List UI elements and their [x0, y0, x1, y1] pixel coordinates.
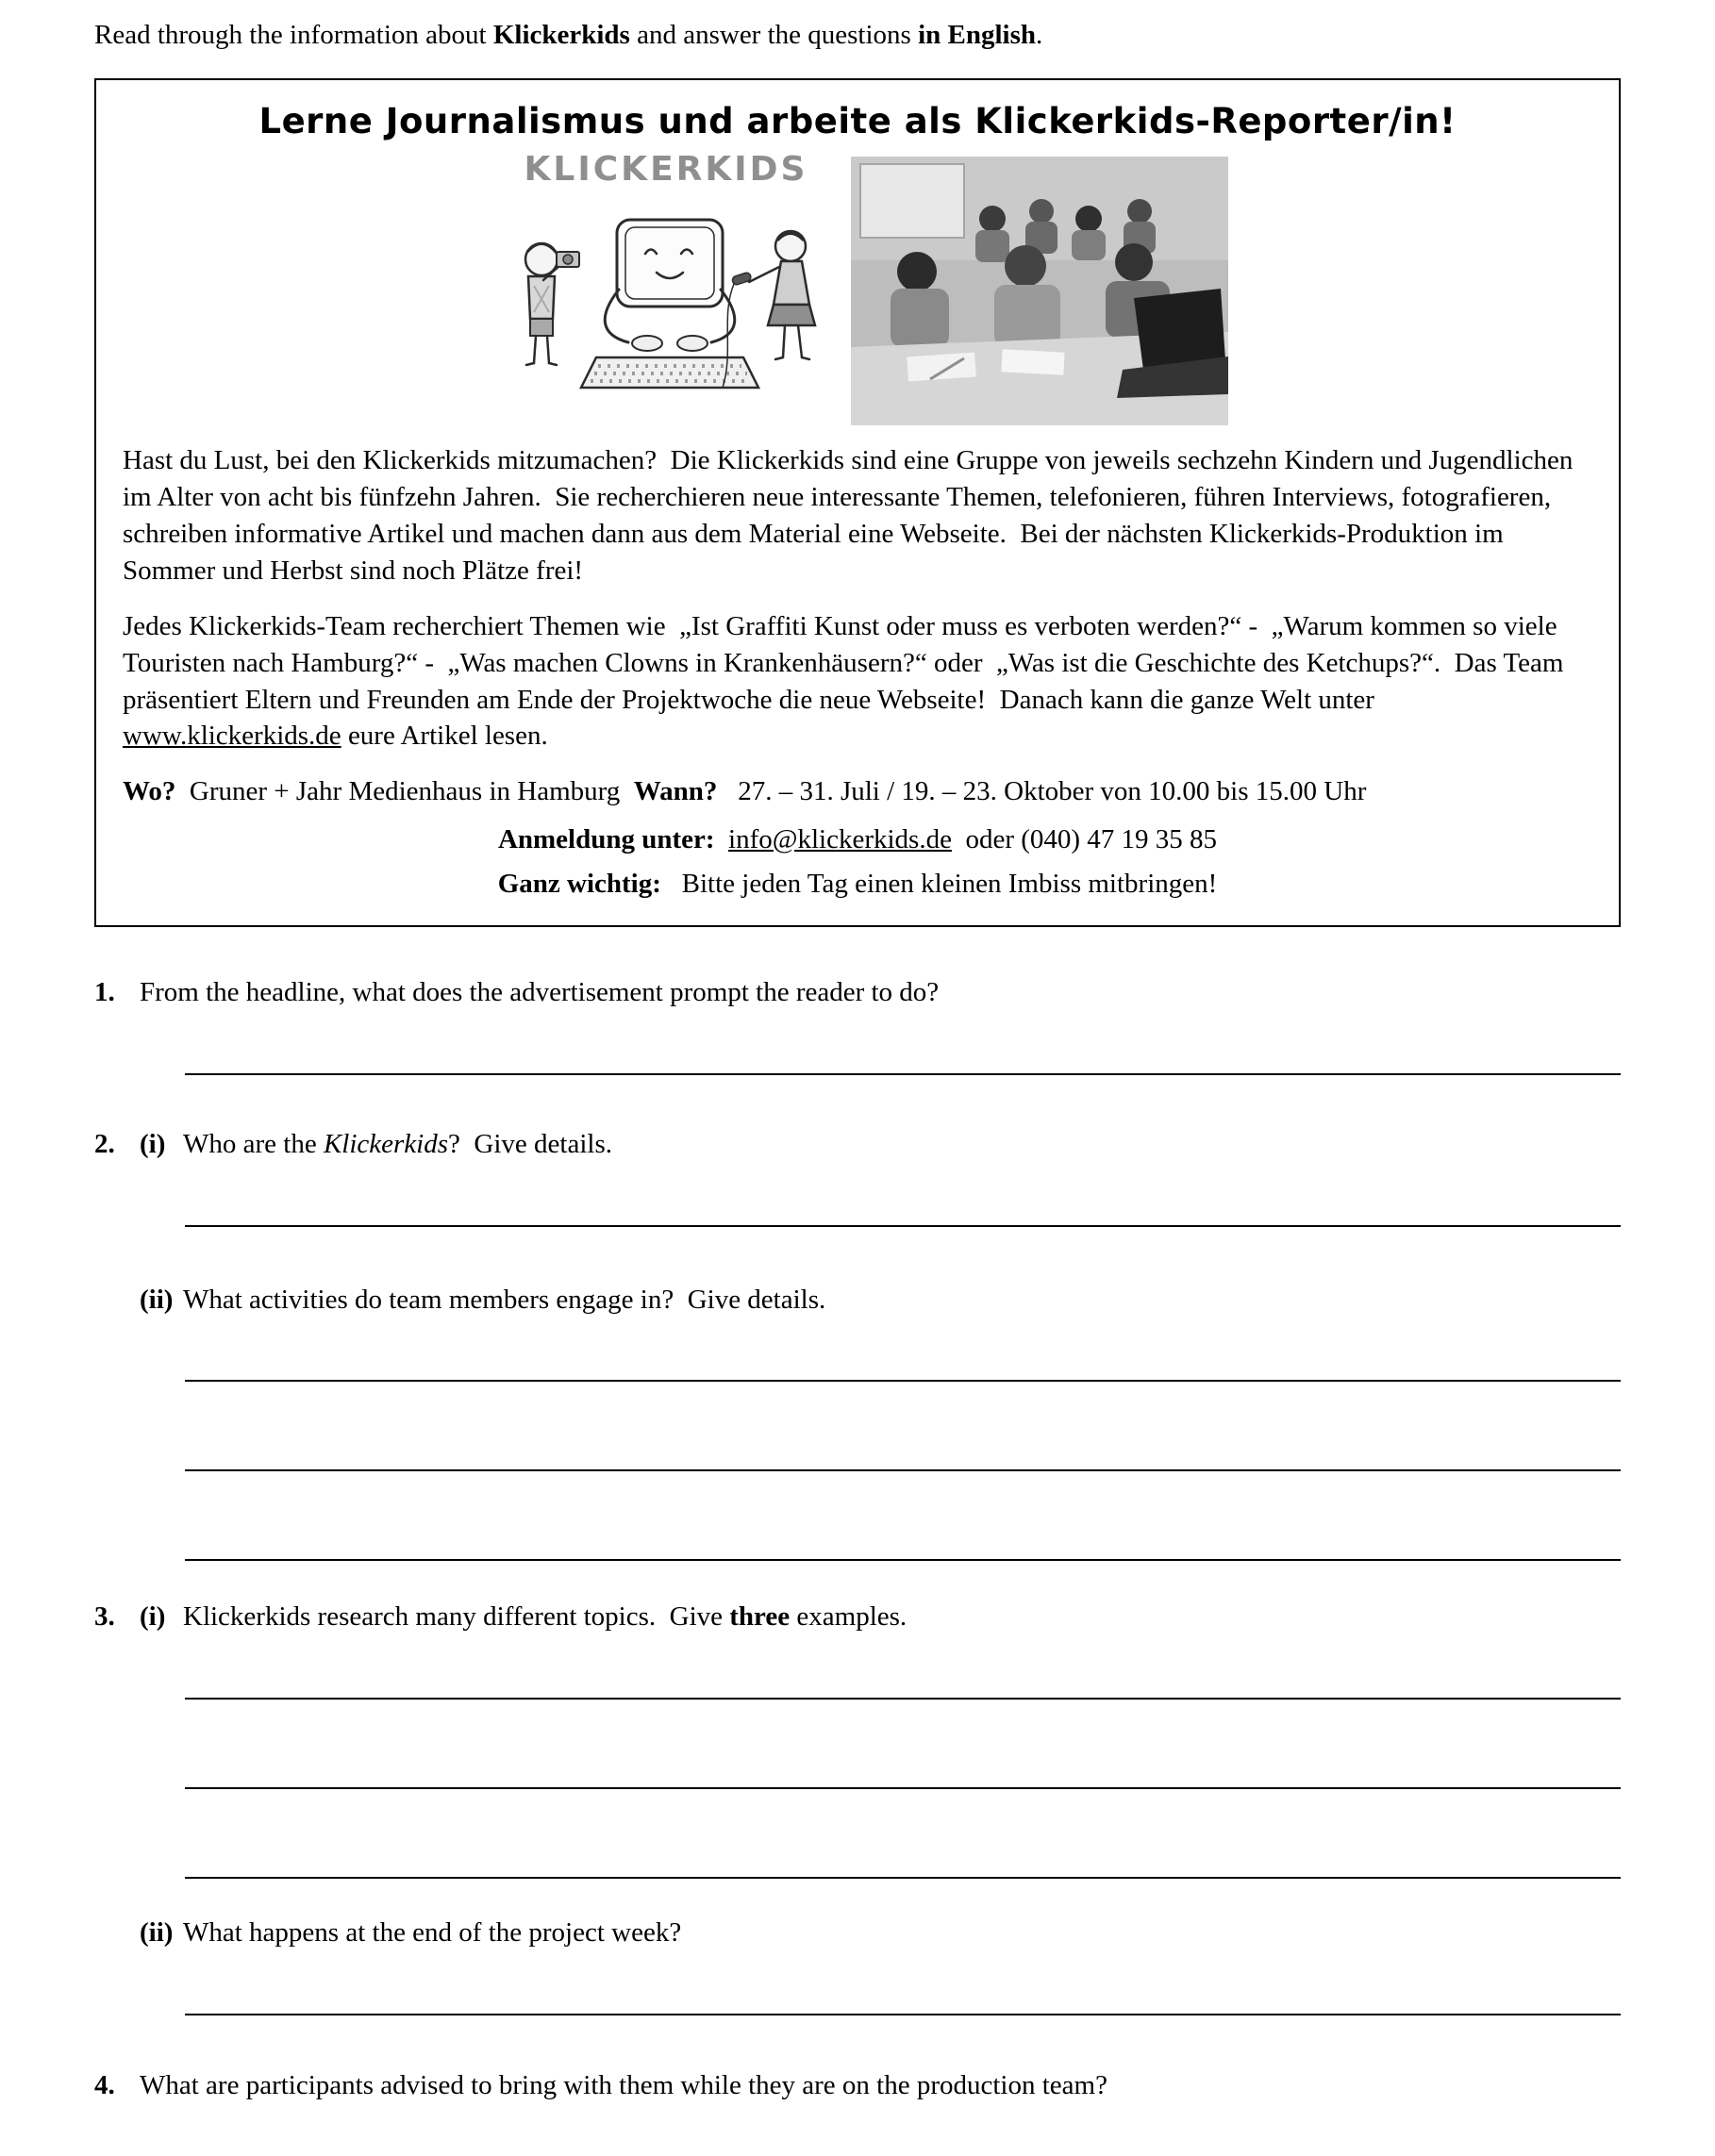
question-3i-text [183, 1599, 1621, 1635]
question-3ii-answer-line [185, 2014, 1621, 2015]
question-2i-pre: Who are the [183, 1128, 324, 1159]
cartoon-drawing-computer-kids [487, 191, 845, 418]
paragraph-2-pre: Jedes Klickerkids-Team recherchiert Themen wie „Ist Graffiti Kunst oder muss es verboten werden?“ - „Warum kommen so viele Touristen nach Hamburg?“ - „Was machen Clowns in Krankenhäusern?“ oder „Was ist die Geschichte des Ketchups?“. Das Team präsentiert Eltern und Freunden am Ende der Projektwoche die neue Webseite! Danach kann die ganze Welt unter [123, 610, 1571, 715]
advert-box [94, 78, 1621, 927]
classroom-photo-graphic [851, 157, 1228, 425]
question-2ii-answer-line-3 [185, 1559, 1621, 1561]
registration-gap [715, 824, 729, 854]
important-line [123, 866, 1592, 903]
question-2ii-answer-line-1 [185, 1380, 1621, 1382]
question-3i-label: (i) [140, 1601, 166, 1633]
registration-line [123, 821, 1592, 858]
question-1-number: 1. [94, 976, 115, 1007]
question-2ii-label: (ii) [140, 1284, 174, 1315]
important-text: Bitte jeden Tag einen kleinen Imbiss mitbringen! [660, 869, 1218, 900]
question-1-answer-line [185, 1073, 1621, 1075]
question-2ii-text: What activities do team members engage in? Give details. [183, 1284, 826, 1315]
instruction-mid: and answer the questions [629, 20, 919, 50]
question-3i-post: examples. [790, 1601, 907, 1633]
klickerkids-website-link: www.klickerkids.de [123, 721, 341, 752]
instruction-pre: Read through the information about [94, 20, 493, 50]
question-3i-answer-line-3 [185, 1877, 1621, 1879]
question-1-text: From the headline, what does the advertisement prompt the reader to do? [140, 976, 940, 1007]
when-label: Wann? [633, 776, 718, 807]
paragraph-2-post: eure Artikel lesen. [341, 721, 548, 752]
question-2ii-answer-line-2 [185, 1469, 1621, 1471]
instruction-language: in English [918, 20, 1037, 50]
question-3ii-text: What happens at the end of the project week? [183, 1917, 682, 1949]
where-text: Gruner + Jahr Medienhaus in Hamburg [175, 776, 634, 807]
question-3ii-number-spacer [94, 1915, 140, 1951]
question-4 [94, 2067, 1621, 2104]
advert-paragraph-1: Hast du Lust, bei den Klickerkids mitzumachen? Die Klickerkids sind eine Gruppe von jeweils sechzehn Kindern und Jugendlichen im Alter von acht bis fünfzehn Jahren. Sie recherchieren neue interessante Themen, telefonieren, führen Interviews, fotografieren, schreiben informative Artikel und machen dann aus dem Material eine Webseite. Bei der nächsten Klickerkids-Produktion im Sommer und Herbst sind noch Plätze frei! [123, 445, 1580, 587]
registration-phone: oder (040) 47 19 35 85 [951, 824, 1218, 855]
registration-email-link: info@klickerkids.de [728, 824, 952, 855]
when-text: 27. – 31. Juli / 19. – 23. Oktober von 10.00 bis 15.00 Uhr [717, 776, 1367, 807]
where-when-line [123, 773, 1592, 810]
question-3i-pre: Klickerkids research many different topics. Give [183, 1601, 730, 1633]
where-label: Wo? [123, 776, 176, 807]
question-3-number: 3. [94, 1601, 115, 1633]
question-2ii-number-spacer [94, 1282, 140, 1318]
klickerkids-logo-text: KLICKERKIDS [524, 149, 808, 189]
question-2i-post: ? Give details. [448, 1128, 612, 1159]
instruction-subject: Klickerkids [492, 20, 630, 50]
instruction-text [94, 17, 1621, 54]
question-2-number: 2. [94, 1128, 115, 1159]
question-1 [94, 974, 1621, 1011]
advert-headline: Lerne Journalismus und arbeite als Klickerkids-Reporter/in! [258, 100, 1457, 141]
important-label: Ganz wichtig: [497, 869, 661, 900]
advert-paragraph-2 [123, 608, 1592, 755]
question-3i-answer-line-2 [185, 1787, 1621, 1789]
question-4-text: What are participants advised to bring with them while they are on the production team? [140, 2070, 1107, 2101]
question-3ii [94, 1915, 1621, 1951]
children-working-photo [851, 157, 1228, 425]
question-3i-answer-line-1 [185, 1698, 1621, 1700]
question-2i-label: (i) [140, 1128, 166, 1159]
question-4-number: 4. [94, 2070, 115, 2101]
question-2ii [94, 1282, 1621, 1318]
question-2i [94, 1126, 1621, 1163]
instruction-end: . [1036, 20, 1043, 50]
question-3ii-label: (ii) [140, 1917, 174, 1949]
registration-label: Anmeldung unter: [497, 824, 715, 855]
question-2i-text [183, 1126, 1621, 1163]
klickerkids-cartoon-image [487, 151, 845, 426]
question-2i-answer-line [185, 1225, 1621, 1227]
advert-images [123, 151, 1592, 426]
question-3i-bold: three [729, 1601, 791, 1633]
question-3i [94, 1599, 1621, 1635]
question-2i-italic: Klickerkids [323, 1128, 449, 1159]
